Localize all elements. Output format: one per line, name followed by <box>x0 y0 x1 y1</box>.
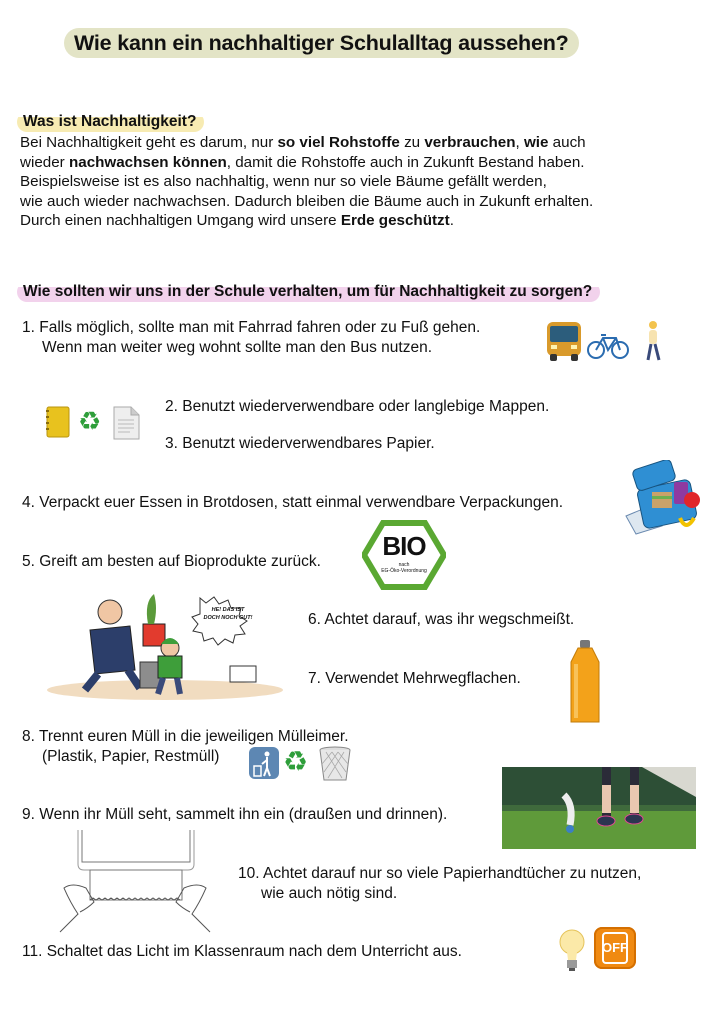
body-text: wie auch wieder nachwachsen. Dadurch bleiben die Bäume auch in Zukunft erhalten. <box>20 192 594 210</box>
tip-7: 7. Verwendet Mehrwegflachen. <box>308 670 521 687</box>
tip-9: 9. Wenn ihr Müll seht, sammelt ihn ein (draußen und drinnen). <box>22 806 448 823</box>
tip-10-line-2: wie auch nötig sind. <box>261 885 398 902</box>
definition-line <box>20 153 593 173</box>
body-text: Beispielsweise ist es also nachhaltig, wenn nur so viele Bäume gefällt werden, <box>20 173 547 191</box>
bicycle-icon <box>586 330 630 360</box>
bio-label-sub2: EG-Öko-Verordnung <box>381 568 427 574</box>
definition-line <box>20 192 593 212</box>
paper-document-icon <box>112 406 140 440</box>
bio-label-sub1: nach <box>398 562 410 568</box>
picking-up-litter-photo <box>502 767 696 849</box>
tip-5: 5. Greift am besten auf Bioprodukte zurück. <box>22 553 321 570</box>
off-label: OFF <box>602 940 628 955</box>
tip-4: 4. Verpackt euer Essen in Brotdosen, statt einmal verwendbare Verpackungen. <box>22 494 564 511</box>
page-title: Wie kann ein nachhaltiger Schulalltag aussehen? <box>64 28 579 58</box>
section-heading-verhalten: Wie sollten wir uns in der Schule verhalten, um für Nachhaltigkeit zu sorgen? <box>17 282 600 302</box>
tip-6: 6. Achtet darauf, was ihr wegschmeißt. <box>308 611 575 628</box>
definition-line <box>20 172 593 192</box>
folder-icon <box>44 405 74 439</box>
tip-8-line-2: (Plastik, Papier, Restmüll) <box>42 748 220 765</box>
tip-1-line-2: Wenn man weiter weg wohnt sollte man den Bus nutzen. <box>42 339 433 356</box>
definition-line <box>20 211 593 231</box>
paper-towel-dispenser-illustration <box>50 828 220 934</box>
lunchbox-icon <box>622 460 706 538</box>
definition-paragraph <box>20 133 593 231</box>
tip-1-line-1: 1. Falls möglich, sollte man mit Fahrrad fahren oder zu Fuß gehen. <box>22 319 481 336</box>
body-text: wieder <box>20 153 69 171</box>
body-text: , damit die Rohstoffe auch in Zukunft Bestand haben. <box>226 153 585 171</box>
speech-bubble-line-2: DOCH NOCH GUT! <box>203 615 253 621</box>
recycling-bin-icon: ♻ <box>283 746 309 777</box>
body-text: auch <box>548 134 586 151</box>
body-text: zu <box>399 134 425 151</box>
body-text: Durch einen nachhaltigen Umgang wird unsere <box>20 212 341 230</box>
walking-person-icon <box>642 320 664 362</box>
bus-icon <box>544 320 584 362</box>
reusable-bottle-icon <box>566 638 604 724</box>
emphasis-text: Erde geschützt <box>340 212 450 230</box>
bio-label-icon <box>362 520 446 590</box>
tip-11: 11. Schaltet das Licht im Klassenraum nach dem Unterricht aus. <box>22 943 462 960</box>
tip-3: 3. Benutzt wiederverwendbares Papier. <box>165 435 435 452</box>
body-text: Bei Nachhaltigkeit geht es darum, nur <box>20 134 278 151</box>
power-off-icon <box>594 927 636 969</box>
body-text: . <box>449 212 454 230</box>
wastebasket-icon <box>318 746 352 782</box>
section-heading-nachhaltigkeit: Was ist Nachhaltigkeit? <box>17 112 204 132</box>
litter-bin-sign-icon <box>248 746 280 780</box>
emphasis-text: verbrauchen <box>424 134 516 151</box>
emphasis-text: nachwachsen können <box>68 153 227 171</box>
light-bulb-icon <box>558 928 586 972</box>
definition-line <box>20 133 593 153</box>
tip-10-line-1: 10. Achtet darauf nur so viele Papierhandtücher zu nutzen, <box>238 865 642 882</box>
body-text: , <box>515 134 524 151</box>
emphasis-text: wie <box>523 134 549 151</box>
recycling-icon: ♻ <box>78 406 102 436</box>
bio-label-text: BIO <box>382 531 426 561</box>
speech-bubble-line-1: HE! DAS IST <box>211 607 245 613</box>
tip-2: 2. Benutzt wiederverwendbare oder langlebige Mappen. <box>165 398 550 415</box>
food-waste-cartoon-illustration <box>40 590 290 702</box>
tip-8-line-1: 8. Trennt euren Müll in die jeweiligen Mülleimer. <box>22 728 349 745</box>
emphasis-text: so viel Rohstoffe <box>277 134 400 151</box>
